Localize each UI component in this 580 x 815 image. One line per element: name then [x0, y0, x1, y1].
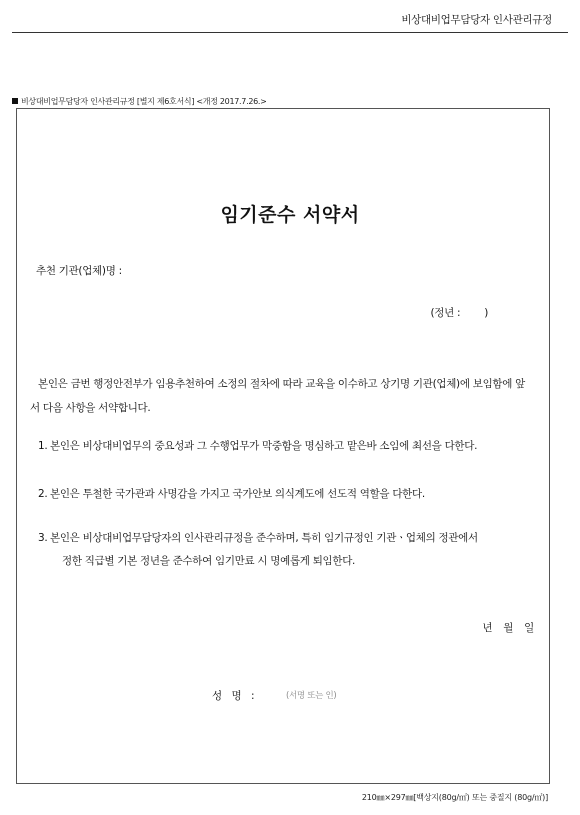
- signature-label: 성 명 :: [212, 690, 258, 702]
- signature-hint: (서명 또는 인): [286, 691, 337, 701]
- pledge-text: 본인은 비상대비업무의 중요성과 그 수행업무가 막중함을 명심하고 맡은바 소임에 최선을 다한다.: [50, 440, 478, 452]
- pledge-number: 3.: [38, 532, 48, 544]
- document-title: 임기준수 서약서: [220, 204, 360, 226]
- form-label: [12, 96, 267, 107]
- date-line: 년 월 일: [482, 622, 534, 634]
- pledge-item-3-continued: 정한 직급별 기본 정년을 준수하여 임기만료 시 명예롭게 퇴임한다.: [62, 555, 356, 567]
- intro-text: 본인은 금번 행정안전부가 임용추천하여 소정의 절차에 따라 교육을 이수하고 상기명 기관(업체)에 보임함에 앞서 다음 사항을 서약합니다.: [30, 378, 525, 414]
- paper-spec: 210㎜×297㎜[백상지(80g/㎡) 또는 중질지 (80g/㎡)]: [361, 793, 548, 802]
- intro-paragraph: [30, 372, 530, 420]
- retirement-age-field: [430, 305, 488, 320]
- pledge-text: 본인은 비상대비업무담당자의 인사관리규정을 준수하며, 특히 임기규정인 기관ㆍ업체의 정관에서: [50, 532, 478, 544]
- retirement-age-close: ): [484, 307, 488, 319]
- running-header: 비상대비업무담당자 인사관리규정: [401, 14, 552, 26]
- retirement-age-open: (정년 :: [430, 307, 461, 319]
- pledge-number: 1.: [38, 440, 48, 452]
- pledge-item-1: [38, 438, 477, 453]
- form-label-text: 비상대비업무담당자 인사관리규정 [별지 제6호서식] <개정 2017.7.26.>: [21, 97, 267, 106]
- pledge-item-2: [38, 486, 425, 501]
- pledge-item-3: [38, 530, 478, 545]
- header-rule: [12, 32, 568, 33]
- bullet-square-icon: [12, 98, 18, 104]
- pledge-number: 2.: [38, 488, 48, 500]
- pledge-text: 본인은 투철한 국가관과 사명감을 가지고 국가안보 의식계도에 선도적 역할을 다한다.: [50, 488, 425, 500]
- recommending-org-label: 추천 기관(업체)명 :: [36, 265, 122, 277]
